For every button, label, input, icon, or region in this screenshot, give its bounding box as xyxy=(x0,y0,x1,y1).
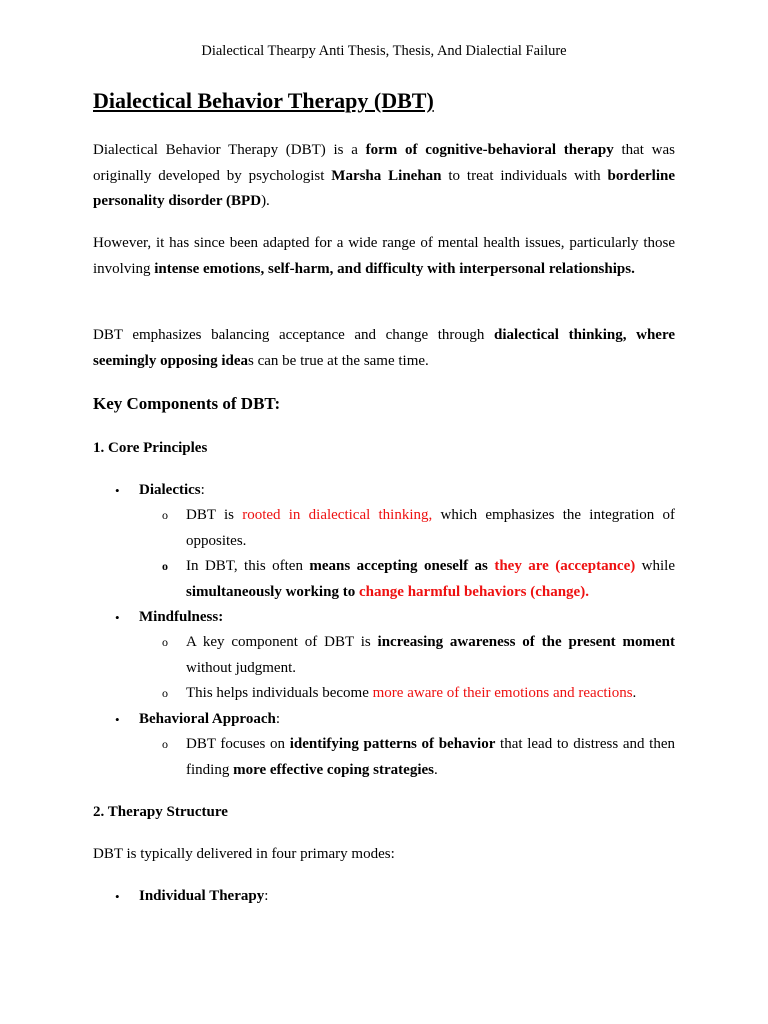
bold-run: borderline personality disorder (BPD xyxy=(93,167,675,209)
bold-run: Marsha Linehan xyxy=(331,167,442,184)
highlight-run: change harmful behaviors (change). xyxy=(358,583,589,600)
text-run: However, it has since been adapted for a wide range of mental health issues, particularly those involving xyxy=(93,235,675,277)
highlight-run: they are (acceptance) xyxy=(494,558,636,574)
sub-bullet-icon: o xyxy=(162,737,168,751)
therapy-structure-heading: 2. Therapy Structure xyxy=(93,804,228,820)
sub-bullet-icon: o xyxy=(162,559,168,573)
bullet-icon: • xyxy=(115,483,120,498)
document-title: Dialectical Behavior Therapy (DBT) xyxy=(93,88,434,113)
bold-run: form of cognitive-behavioral therapy xyxy=(365,142,614,158)
bullet-label: Behavioral Approach: xyxy=(139,711,280,727)
sub-bullet-icon: o xyxy=(162,635,168,649)
sub-bullet-icon: o xyxy=(162,508,168,522)
intro-paragraph xyxy=(93,138,675,215)
sub-item-text: In DBT, this often means accepting oneself as they are (acceptance) while simultaneously working to change harmful behaviors (change). xyxy=(186,558,676,600)
bullet-label: Individual Therapy: xyxy=(139,888,269,904)
text-run: that was originally developed by psychologist xyxy=(93,142,675,184)
bullet-icon: • xyxy=(115,610,120,625)
bold-run: dialectical thinking, where seemingly opposing idea xyxy=(93,327,675,369)
modes-intro: DBT is typically delivered in four primary modes: xyxy=(93,846,395,862)
highlight-run: more aware of their emotions and reactions xyxy=(372,685,633,701)
highlight-run: rooted in dialectical thinking, xyxy=(242,507,433,523)
sub-item-text: DBT focuses on identifying patterns of behavior that lead to distress and then finding more effective coping strategies. xyxy=(186,736,676,778)
sub-item-text: This helps individuals become more aware of their emotions and reactions. xyxy=(186,685,637,701)
bullet-label: Mindfulness: xyxy=(139,609,224,625)
bold-run: intense emotions, self-harm, and difficulty with interpersonal relationships. xyxy=(154,260,635,277)
sub-item-text: DBT is rooted in dialectical thinking, which emphasizes the integration of opposites. xyxy=(186,507,676,549)
text-run: Dialectical Behavior Therapy (DBT) is a xyxy=(93,142,366,158)
text-run: ). xyxy=(261,193,270,209)
text-run: to treat individuals with xyxy=(441,167,608,184)
text-run: s can be true at the same time. xyxy=(248,352,429,369)
bullet-icon: • xyxy=(115,712,120,727)
core-principles-heading: 1. Core Principles xyxy=(93,440,208,456)
adaptation-paragraph xyxy=(93,231,675,282)
bullet-label: Dialectics: xyxy=(139,482,205,498)
running-header: Dialectical Thearpy Anti Thesis, Thesis, And Dialectial Failure xyxy=(201,43,567,59)
sub-item-text: A key component of DBT is increasing awareness of the present moment without judgment. xyxy=(186,634,675,676)
bullet-icon: • xyxy=(115,889,120,904)
text-run: DBT emphasizes balancing acceptance and change through xyxy=(93,327,494,343)
key-components-heading: Key Components of DBT: xyxy=(93,394,281,413)
dialectical-paragraph xyxy=(93,323,675,374)
sub-bullet-icon: o xyxy=(162,686,168,700)
